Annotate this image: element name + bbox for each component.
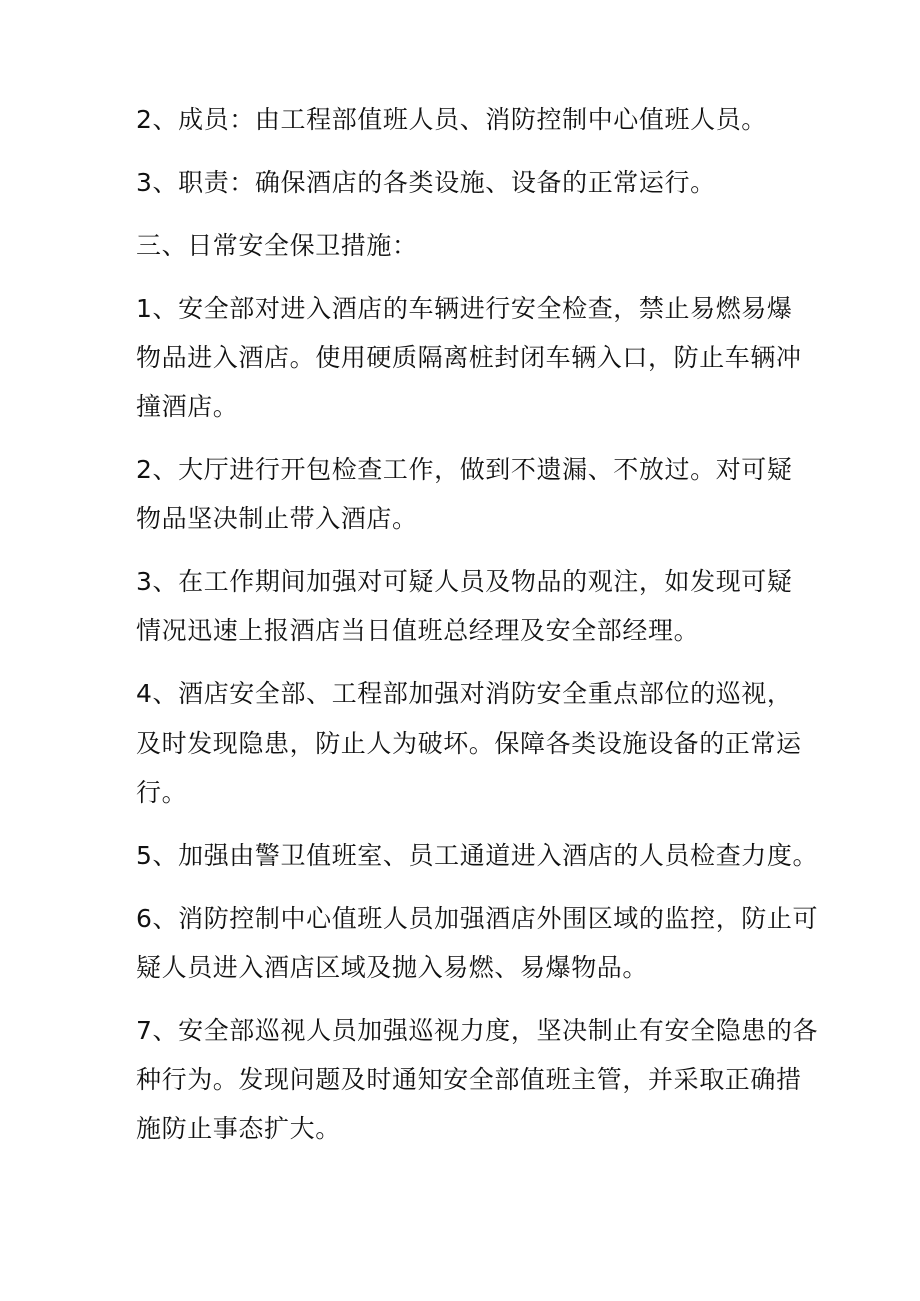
- text-line: 6、消防控制中心值班人员加强酒店外围区域的监控，防止可: [136, 904, 819, 933]
- text-line: 情况迅速上报酒店当日值班总经理及安全部经理。: [136, 616, 700, 645]
- text-line: 疑人员进入酒店区域及抛入易燃、易爆物品。: [136, 953, 649, 982]
- text-line: 1、安全部对进入酒店的车辆进行安全检查，禁止易燃易爆: [136, 294, 793, 323]
- text-line: 物品坚决制止带入酒店。: [136, 504, 418, 533]
- text-line: 3、在工作期间加强对可疑人员及物品的观注，如发现可疑: [136, 567, 793, 596]
- section-heading: 三、日常安全保卫措施：: [136, 231, 418, 260]
- text-line: 及时发现隐患，防止人为破坏。保障各类设施设备的正常运: [136, 729, 802, 758]
- text-line: 种行为。发现问题及时通知安全部值班主管，并采取正确措: [136, 1065, 802, 1094]
- text-line: 4、酒店安全部、工程部加强对消防安全重点部位的巡视，: [136, 679, 793, 708]
- text-line: 3、职责：确保酒店的各类设施、设备的正常运行。: [136, 168, 716, 197]
- text-line: 5、加强由警卫值班室、员工通道进入酒店的人员检查力度。: [136, 841, 819, 870]
- text-line: 2、大厅进行开包检查工作，做到不遗漏、不放过。对可疑: [136, 455, 793, 484]
- text-line: 2、成员：由工程部值班人员、消防控制中心值班人员。: [136, 105, 767, 134]
- text-line: 物品进入酒店。使用硬质隔离桩封闭车辆入口，防止车辆冲: [136, 343, 802, 372]
- text-line: 行。: [136, 778, 188, 807]
- text-line: 撞酒店。: [136, 392, 239, 421]
- text-line: 7、安全部巡视人员加强巡视力度，坚决制止有安全隐患的各: [136, 1016, 819, 1045]
- text-line: 施防止事态扩大。: [136, 1114, 341, 1143]
